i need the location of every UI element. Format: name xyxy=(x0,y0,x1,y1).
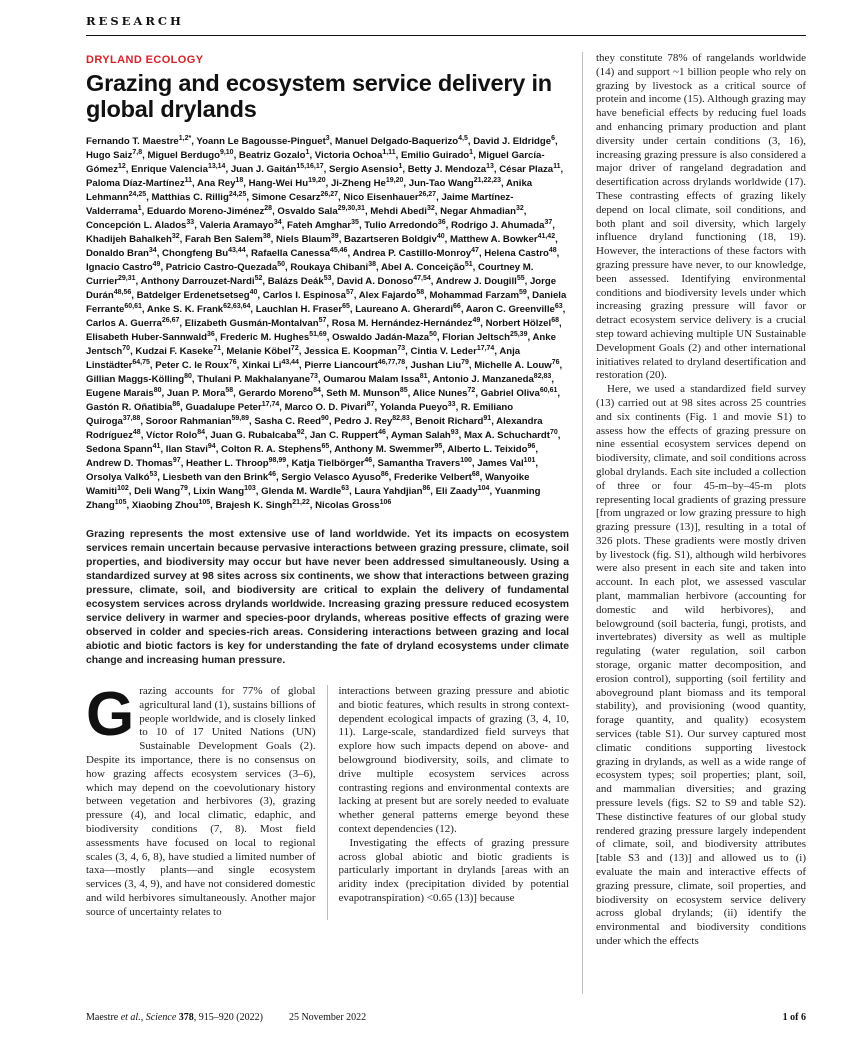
author-name: Khadijeh Bahalkeh$^{32}$, xyxy=(86,232,185,245)
author-name: Ayman Salah$^{93}$, xyxy=(390,428,464,441)
author-name: Concepción L. Alados$^{33}$, xyxy=(86,218,200,231)
author-name: Bazartseren Boldgiv$^{40}$, xyxy=(344,232,450,245)
author-name: Juan J. Gaitán$^{15,16,17}$, xyxy=(230,162,329,175)
author-name: Cintia V. Leder$^{17,74}$, xyxy=(410,344,500,357)
author-name: Brajesh K. Singh$^{21,22}$, xyxy=(215,498,316,511)
body-paragraph: interactions between grazing pressure and abiotic and biotic features, which results in strong context-dependent ecological impacts of grazing (3, 4, 10, 11). Large-scale, standardized field surveys that explore how such impacts depend on above- and belowground biodiversity, soils, and climate to drive multiple ecosystem services across contrasting regions and environmental contexts are lacking at present but are sorely needed to evaluate whether general patterns emerge beyond these context dependencies (12). xyxy=(338,685,569,835)
author-name: Florian Jeltsch$^{25,39}$, xyxy=(442,330,533,343)
author-name: Eli Zaady$^{104}$, xyxy=(435,484,495,497)
author-name: Yoann Le Bagousse-Pinguet$^3$, xyxy=(196,134,336,147)
author-name: Juan G. Rubalcaba$^{92}$, xyxy=(210,428,310,441)
author-name: Anika Lehmann$^{24,25}$, xyxy=(86,178,533,203)
author-name: Gastón R. Oñatibia$^{86}$, xyxy=(86,400,186,413)
body-paragraph: they constitute 78% of rangelands worldwide (14) and support ~1 billion people who rely on grazing by livestock as a critical source of protein and income (15). Although grazing may have beneficial effects by reducing fuel loads and enhancing primary production and plant diversity under certain conditions (3, 16), increasing grazing pressure is also considered a major driver of rangeland degradation and desertification across drylands worldwide (17). These contrasting effects of grazing likely depend on local climate, soil conditions, and both plant and soil diversity, which largely influence dryland functioning (18, 19). However, the interactions of these factors with grazing pressure have never, to our knowledge, been assessed. Identifying environmental conditions and biodiversity levels under which increasing grazing pressure will favor or detract ecosystem service delivery is a crucial step toward achieving multiple UN Sustainable Development Goals (2) and other international initiatives related to dryland desertification and restoration (20). xyxy=(596,52,806,382)
author-name: Enrique Valencia$^{13,14}$, xyxy=(131,162,231,175)
author-name: Ji-Zheng He$^{19,20}$, xyxy=(330,176,409,189)
author-name: Andrew D. Thomas$^{97}$, xyxy=(86,456,187,469)
author-name: Helena Castro$^{48}$, xyxy=(484,246,560,259)
author-name: Katja Tielbörger$^{46}$, xyxy=(291,456,378,469)
author-name: Marco O. D. Pivari$^{87}$, xyxy=(284,400,380,413)
author-name: Anthony Darrouzet-Nardi$^{52}$, xyxy=(140,274,268,287)
author-name: Chongfeng Bu$^{43,44}$, xyxy=(162,246,251,259)
author-name: Batdelger Erdenetsetseg$^{40}$, xyxy=(136,288,263,301)
author-name: Gabriel Oliva$^{60,61}$, xyxy=(480,386,561,399)
author-name: Matthias C. Rillig$^{24,25}$, xyxy=(151,190,252,203)
author-name: Tulio Arredondo$^{36}$, xyxy=(364,218,451,231)
section-kicker: DRYLAND ECOLOGY xyxy=(86,54,204,66)
author-name: Abel A. Conceição$^{51}$, xyxy=(380,260,478,273)
author-name: Farah Ben Salem$^{38}$, xyxy=(184,232,276,245)
author-name: Xiaobing Zhou$^{105}$, xyxy=(131,498,216,511)
author-name: Jushan Liu$^{79}$, xyxy=(410,358,475,371)
author-name: Jun-Tao Wang$^{21,22,23}$, xyxy=(408,176,506,189)
author-name: Emilio Guirado$^1$, xyxy=(400,148,479,161)
author-name: Pierre Liancourt$^{46,77,78}$, xyxy=(304,358,411,371)
author-name: Hang-Wei Hu$^{19,20}$, xyxy=(248,176,331,189)
author-name: Lixin Wang$^{103}$, xyxy=(193,484,262,497)
author-name: Gerardo Moreno$^{84}$, xyxy=(238,386,327,399)
running-head: RESEARCH xyxy=(86,14,184,28)
author-name: Jaime Martínez-Valderrama$^1$, xyxy=(86,192,514,217)
author-name: Daniela Ferrante$^{60,61}$, xyxy=(86,290,567,315)
page-number: 1 of 6 xyxy=(782,1012,806,1023)
author-name: Andrew J. Dougill$^{55}$, xyxy=(435,274,530,287)
author-name: Manuel Delgado-Baquerizo$^{4,5}$, xyxy=(335,134,474,147)
author-name: Negar Ahmadian$^{32}$, xyxy=(440,204,527,217)
author-name: Víctor Rolo$^{84}$, xyxy=(146,428,211,441)
author-name: Rafaella Canessa$^{45,46}$, xyxy=(251,246,353,259)
author-name: Victoria Ochoa$^{1,11}$, xyxy=(314,148,401,161)
author-name: Xinkai Li$^{43,44}$, xyxy=(241,358,305,371)
author-name: Donaldo Bran$^{34}$, xyxy=(86,246,163,259)
author-name: Balázs Deák$^{53}$, xyxy=(267,274,337,287)
author-name: Sergio Asensio$^1$, xyxy=(328,162,408,175)
author-name: Elizabeth Gusmán-Montalvan$^{57}$, xyxy=(184,316,332,329)
author-name: Patricio Castro-Quezada$^{50}$, xyxy=(165,260,291,273)
author-list xyxy=(86,135,569,513)
author-name: Anke Jentsch$^{70}$, xyxy=(86,332,556,357)
author-name: Orsolya Valkó$^{53}$, xyxy=(86,470,163,483)
author-name: Carlos I. Espinosa$^{57}$, xyxy=(262,288,359,301)
author-name: Eduardo Moreno-Jiménez$^{28}$, xyxy=(147,204,278,217)
author-name: Roukaya Chibani$^{38}$, xyxy=(290,260,381,273)
author-name: Yolanda Pueyo$^{33}$, xyxy=(379,400,461,413)
author-name: Alexandra Rodríguez$^{48}$, xyxy=(86,416,543,441)
author-name: Ignacio Castro$^{49}$, xyxy=(86,260,166,273)
author-name: Anke S. K. Frank$^{62,63,64}$, xyxy=(146,302,256,315)
author-name: Peter C. le Roux$^{76}$, xyxy=(155,358,242,371)
author-name: Liesbeth van den Brink$^{46}$, xyxy=(162,470,282,483)
author-name: Norbert Hölzel$^{68}$, xyxy=(485,316,562,329)
author-name: Miguel Berdugo$^{9,10}$, xyxy=(147,148,239,161)
author-name: Niels Blaum$^{39}$, xyxy=(275,232,345,245)
body-columns xyxy=(86,680,569,920)
citation-line: Maestre et al., Science 378, 915–920 (2022) 25 November 2022 xyxy=(86,1012,367,1023)
author-name: Aaron C. Greenville$^{63}$, xyxy=(465,302,566,315)
author-name: Sedona Spann$^{41}$, xyxy=(86,442,166,455)
author-name: Paloma Díaz-Martínez$^{11}$, xyxy=(86,176,198,189)
author-name: Antonio J. Manzaneda$^{82,83}$, xyxy=(432,372,554,385)
author-name: R. Emiliano Quiroga$^{37,88}$, xyxy=(86,402,514,427)
author-name: Soroor Rahmanian$^{59,89}$, xyxy=(145,414,255,427)
author-name: Frederic M. Hughes$^{51,69}$, xyxy=(220,330,333,343)
body-paragraph xyxy=(86,680,316,920)
author-name: Pedro J. Rey$^{82,83}$, xyxy=(334,414,416,427)
author-name: Mohammad Farzam$^{59}$, xyxy=(429,288,533,301)
author-name: Fernando T. Maestre$^{1,2*}$, xyxy=(86,134,197,147)
author-name: Beatriz Gozalo$^1$, xyxy=(238,148,315,161)
author-name: Sasha C. Reed$^{90}$, xyxy=(254,414,335,427)
body-column-3 xyxy=(583,52,806,994)
article-head-zone xyxy=(86,52,583,994)
author-name: Max A. Schuchardt$^{70}$, xyxy=(463,428,561,441)
author-name: Laureano A. Gherardi$^{66}$, xyxy=(355,302,466,315)
author-name: Jorge Durán$^{48,56}$, xyxy=(86,276,557,301)
author-name: Anthony M. Swemmer$^{95}$, xyxy=(334,442,448,455)
body-paragraph: Here, we used a standardized field survey (13) carried out at 98 sites across 25 countries and six continents (Fig. 1 and movie S1) to assess how the effects of grazing pressure on nine essential ecosystem services depend on biodiversity, climate, and soil conditions across global drylands. Each site included a collection of three or four 45-m–by–45-m plots representing local gradients of grazing pressure [from ungrazed or low grazing pressure to high grazing pressure (13)], resulting in a total of 326 plots. These gradients were mostly driven by livestock (fig. S1), although wild herbivores were also present in each site and taken into account. In each plot, we assessed vascular plant, mammalian herbivore (accounting for domestic and wild herbivores), and belowground (soil bacteria, fungi, protists, and invertebrates) diversity as well as multiple regulating (water regulation, soil carbon storage, organic matter decomposition, and erosion control), supporting (soil fertility and aboveground plant biomass and its temporal stability), and provisioning (wood quantity, forage quantity, and quality) ecosystem services (table S1). Our survey captured most climatic conditions supporting livestock grazing in drylands, as well as a wide range of ecosystem types; soil properties; plant, soil, and mammalian diversities; and grazing pressure levels (figs. S2 to S9 and table S2). These distinctive features of our global study rendered grazing pressure largely independent of climate, soil, and biodiversity attributes [table S3 and (13)] and allowed us to (i) evaluate the main and interactive effects of grazing pressure, climate, soil properties, and biodiversity on ecosystem service delivery across global drylands; (ii) identify the environmental and biodiversity conditions under which the effects xyxy=(596,383,806,947)
author-name: Hugo Saiz$^{7,8}$, xyxy=(86,148,148,161)
author-name: Jan C. Ruppert$^{46}$, xyxy=(309,428,391,441)
author-name: Lauchlan H. Fraser$^{65}$, xyxy=(255,302,356,315)
author-name: Yuanming Zhang$^{105}$, xyxy=(86,486,541,511)
author-name: Jessica E. Koopman$^{73}$, xyxy=(304,344,411,357)
publication-date: 25 November 2022 xyxy=(288,1012,367,1023)
author-name: Alberto L. Teixido$^{96}$, xyxy=(447,442,538,455)
author-name: Miguel García-Gómez$^{12}$, xyxy=(86,150,545,175)
author-name: Melanie Köbel$^{72}$, xyxy=(226,344,305,357)
author-name: Alice Nunes$^{72}$, xyxy=(412,386,481,399)
author-name: Deli Wang$^{79}$, xyxy=(134,484,194,497)
author-name: Matthew A. Bowker$^{41,42}$, xyxy=(449,232,558,245)
page-content xyxy=(86,52,806,994)
author-name: Samantha Travers$^{100}$, xyxy=(377,456,478,469)
dropcap-letter: G xyxy=(86,680,135,749)
abstract-text: Grazing represents the most extensive use of land worldwide. Yet its impacts on ecosystem services remain uncertain because pervasive interactions between grazing pressure, climate, soil properties, and biodiversity may occur but have never been addressed simultaneously. Using a standardized survey at 98 sites across six continents, we show that interactions between grazing pressure, climate, soil, and biodiversity are critical to explain the delivery of fundamental ecosystem services across drylands worldwide. Increasing grazing pressure reduced ecosystem service delivery in warmer and species-poor drylands, whereas positive effects of grazing were observed in colder and species-rich areas. Considering interactions between grazing and local abiotic and biotic factors is key for understanding the fate of dryland ecosystems under climate change and increasing human pressure. xyxy=(86,529,569,666)
author-name: Frederike Velbert$^{68}$, xyxy=(393,470,485,483)
author-name: Kudzai F. Kaseke$^{71}$, xyxy=(135,344,227,357)
author-name: Thulani P. Makhalanyane$^{73}$, xyxy=(197,372,324,385)
body-column-1 xyxy=(86,680,328,920)
author-name: Oumarou Malam Issa$^{81}$, xyxy=(323,372,433,385)
author-name: Guadalupe Peter$^{17,74}$, xyxy=(185,400,285,413)
author-name: Wanyoike Wamiti$^{102}$, xyxy=(86,472,530,497)
author-name: David A. Donoso$^{47,54}$, xyxy=(336,274,436,287)
author-name: Carlos A. Guerra$^{26,67}$, xyxy=(86,316,185,329)
author-name: Alex Fajardo$^{58}$, xyxy=(358,288,430,301)
author-name: Mehdi Abedi$^{32}$, xyxy=(370,204,441,217)
author-name: Eugene Marais$^{80}$, xyxy=(86,386,167,399)
header-rule xyxy=(86,35,806,36)
author-name: Michelle A. Louw$^{76}$, xyxy=(474,358,563,371)
author-name: Laura Yahdjian$^{86}$, xyxy=(354,484,436,497)
author-name: Colton R. A. Stephens$^{65}$, xyxy=(221,442,335,455)
author-name: Ilan Stavi$^{94}$, xyxy=(165,442,222,455)
author-name: Betty J. Mendoza$^{13}$, xyxy=(407,162,500,175)
author-name: Sergio Velasco Ayuso$^{86}$, xyxy=(281,470,394,483)
author-name: Nico Eisenhauer$^{26,27}$, xyxy=(343,190,442,203)
author-name: Osvaldo Sala$^{29,30,31}$, xyxy=(277,204,371,217)
body-column-2 xyxy=(328,685,570,920)
author-name: Gillian Maggs-Kölling$^{80}$, xyxy=(86,372,198,385)
author-name: Glenda M. Wardle$^{63}$, xyxy=(261,484,355,497)
author-name: James Val$^{101}$, xyxy=(477,456,539,469)
author-name: Juan P. Mora$^{58}$, xyxy=(166,386,239,399)
article-title: Grazing and ecosystem service delivery in global drylands xyxy=(86,70,552,122)
author-name: David J. Eldridge$^6$, xyxy=(473,134,558,147)
page-footer xyxy=(86,1012,806,1023)
author-name: Heather L. Throop$^{98,99}$, xyxy=(186,456,292,469)
author-name: Simone Cesarz$^{26,27}$, xyxy=(251,190,344,203)
author-name: Valeria Aramayo$^{34}$, xyxy=(199,218,287,231)
author-name: Anja Linstädter$^{64,75}$, xyxy=(86,346,521,371)
author-name: Elisabeth Huber-Sannwald$^{36}$, xyxy=(86,330,221,343)
body-paragraph-text: razing accounts for 77% of global agricultural land (1), sustains billions of people worldwide, and is closely linked to 10 of 17 United Nations (UN) Sustainable Development Goals (2). Despite its importance, there is no consensus on how grazing affects ecosystem services (3–6), which may depend on the coevolutionary history between vegetation and herbivores (3), grazing pressure (4), and local climatic, edaphic, and biodiversity conditions (7, 8). Most field assessments have focused on local to regional scales (3, 4, 6, 8), have studied a limited number of taxa—mostly plants—and single ecosystem services (3, 4, 9), and have not considered domestic and wild herbivores simultaneously. Another major source of uncertainty relates to xyxy=(86,685,316,918)
author-name: Fateh Amghar$^{35}$, xyxy=(286,218,365,231)
author-name: Seth M. Munson$^{85}$, xyxy=(326,386,413,399)
author-name: Andrea P. Castillo-Monroy$^{47}$, xyxy=(352,246,485,259)
author-name: Benoit Richard$^{91}$, xyxy=(415,414,497,427)
author-name: Courtney M. Currier$^{29,31}$, xyxy=(86,262,534,287)
author-name: Ana Rey$^{18}$, xyxy=(197,176,249,189)
body-paragraph: Investigating the effects of grazing pressure across global abiotic and biotic gradients is particularly important in drylands [areas with an aridity index (precipitation divided by potential evapotranspiration) <0.65 (13)] because xyxy=(338,836,569,904)
author-name: Rosa M. Hernández-Hernández$^{49}$, xyxy=(331,316,486,329)
author-name: Oswaldo Jadán-Maza$^{50}$, xyxy=(332,330,443,343)
author-name: Nicolas Gross$^{106}$ xyxy=(315,498,392,511)
author-name: César Plaza$^{11}$, xyxy=(499,162,564,175)
author-name: Rodrigo J. Ahumada$^{37}$, xyxy=(450,218,555,231)
